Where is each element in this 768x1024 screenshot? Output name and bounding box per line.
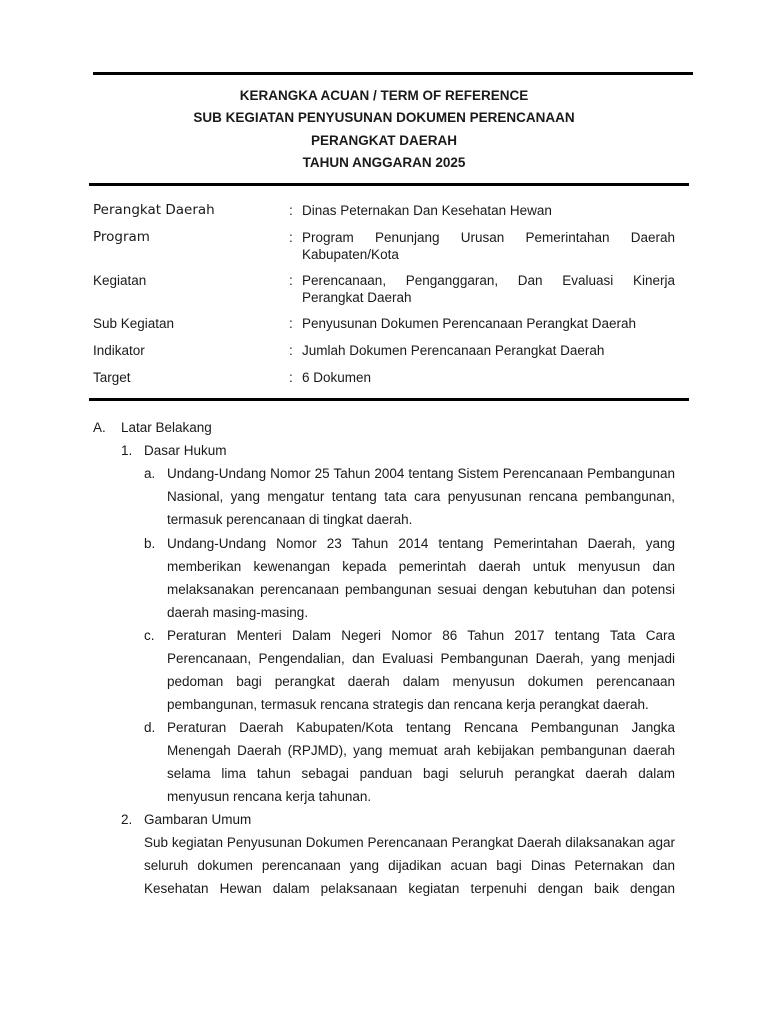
header-rule	[89, 183, 689, 186]
meta-colon: :	[289, 230, 293, 245]
meta-value: Jumlah Dokumen Perencanaan Perangkat Daerah	[302, 343, 605, 358]
meta-colon: :	[289, 273, 293, 288]
item-a-marker: a.	[144, 466, 156, 481]
section-a-title: Latar Belakang	[121, 420, 212, 435]
top-rule	[93, 72, 693, 75]
meta-label: Sub Kegiatan	[93, 316, 175, 331]
item-d-marker: d.	[144, 720, 156, 735]
meta-colon: :	[289, 316, 293, 331]
item-a-text: Undang-Undang Nomor 25 Tahun 2004 tentang Sistem Perencanaan Pembangunan Nasional, yang mengatur tentang tata cara penyusunan rencana pembangunan, termasuk perencanaan di tingkat daerah.	[167, 466, 675, 527]
meta-label: Indikator	[93, 343, 145, 358]
item-b-text: Undang-Undang Nomor 23 Tahun 2014 tentang Pemerintahan Daerah, yang memberikan kewenangan kepada pemerintah daerah untuk menyusun dan melaksanakan perencanaan pembangunan sesuai dengan kebutuhan dan potensi daerah masing-masing.	[167, 536, 675, 620]
item-c-marker: c.	[144, 628, 155, 643]
doc-title-line-1: KERANGKA ACUAN / TERM OF REFERENCE	[239, 88, 529, 103]
subsection-1-marker: 1.	[121, 443, 133, 458]
meta-label: Target	[93, 370, 131, 385]
meta-colon: :	[289, 203, 293, 218]
subsection-2-text: Sub kegiatan Penyusunan Dokumen Perencanaan Perangkat Daerah dilaksanakan agar seluruh dokumen perencanaan yang dijadikan acuan bagi Dinas Peternakan dan Kesehatan Hewan dalam pelaksanaan kegiatan terpenuhi dengan baik dengan	[144, 835, 675, 896]
meta-label: Kegiatan	[93, 273, 147, 288]
meta-colon: :	[289, 343, 293, 358]
meta-label: Program	[93, 229, 150, 245]
meta-value: Dinas Peternakan Dan Kesehatan Hewan	[302, 203, 552, 218]
meta-value: Penyusunan Dokumen Perencanaan Perangkat Daerah	[302, 316, 636, 331]
meta-value: Perencanaan, Penganggaran, Dan Evaluasi Kinerja Perangkat Daerah	[302, 273, 675, 305]
meta-label: Perangkat Daerah	[93, 202, 215, 218]
subsection-2-marker: 2.	[121, 812, 133, 827]
meta-value: 6 Dokumen	[302, 370, 372, 385]
subsection-2-title: Gambaran Umum	[144, 812, 252, 827]
item-b-marker: b.	[144, 536, 156, 551]
meta-value: Program Penunjang Urusan Pemerintahan Daerah Kabupaten/Kota	[302, 230, 675, 262]
section-a-marker: A.	[93, 420, 106, 435]
doc-title-line-3: PERANGKAT DAERAH	[310, 133, 457, 148]
item-d-text: Peraturan Daerah Kabupaten/Kota tentang Rencana Pembangunan Jangka Menengah Daerah (RPJMD), yang memuat arah kebijakan pembangunan daerah selama lima tahun sebagai panduan bagi seluruh perangkat daerah dalam menyusun rencana kerja tahunan.	[167, 720, 675, 804]
doc-title-line-2: SUB KEGIATAN PENYUSUNAN DOKUMEN PERENCANAAN	[193, 110, 575, 125]
subsection-1-title: Dasar Hukum	[144, 443, 227, 458]
item-c-text: Peraturan Menteri Dalam Negeri Nomor 86 Tahun 2017 tentang Tata Cara Perencanaan, Pengendalian, dan Evaluasi Pembangunan Daerah, yang menjadi pedoman bagi perangkat daerah dalam menyusun dokumen perencanaan pembangunan, termasuk rencana strategis dan rencana kerja perangkat daerah.	[167, 628, 675, 712]
meta-bottom-rule	[89, 398, 689, 401]
doc-title-line-4: TAHUN ANGGARAN 2025	[302, 155, 466, 170]
meta-colon: :	[289, 370, 293, 385]
